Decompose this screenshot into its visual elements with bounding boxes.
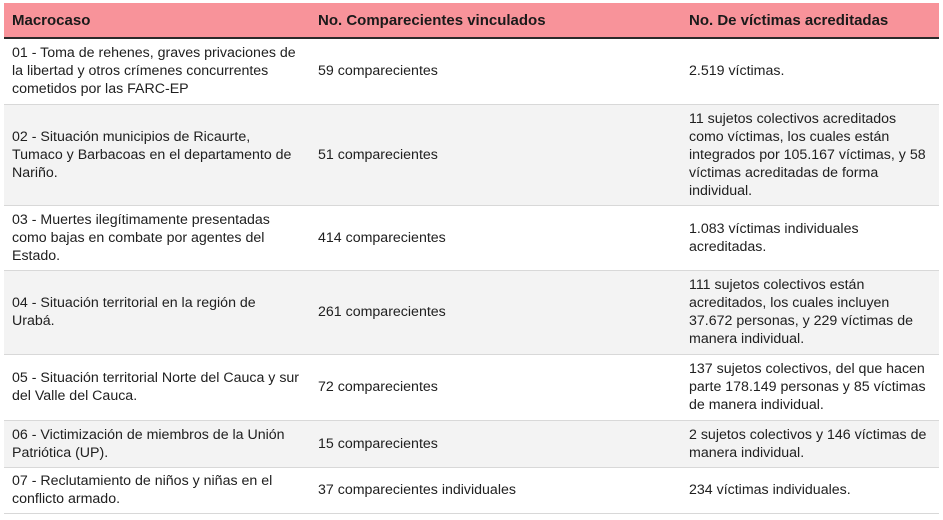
table-body — [4, 38, 939, 513]
cell-macrocaso: 04 - Situación territorial en la región de Urabá. — [4, 270, 310, 354]
table-row — [4, 205, 939, 270]
header-comparecientes: No. Comparecientes vinculados — [310, 3, 681, 38]
header-victimas: No. De víctimas acreditadas — [681, 3, 939, 38]
cell-macrocaso: 07 - Reclutamiento de niños y niñas en el conflicto armado. — [4, 467, 310, 513]
cell-victimas: 2 sujetos colectivos y 146 víctimas de manera individual. — [681, 420, 939, 467]
table-row — [4, 104, 939, 205]
header-row — [4, 3, 939, 38]
cell-comparecientes: 72 comparecientes — [310, 354, 681, 420]
cell-victimas: 2.519 víctimas. — [681, 38, 939, 104]
table-row — [4, 467, 939, 513]
table-header — [4, 3, 939, 38]
cell-victimas: 1.083 víctimas individuales acreditadas. — [681, 205, 939, 270]
table-row — [4, 270, 939, 354]
cell-comparecientes: 37 comparecientes individuales — [310, 467, 681, 513]
table-row — [4, 38, 939, 104]
cell-victimas: 111 sujetos colectivos están acreditados, los cuales incluyen 37.672 personas, y 229 víctimas de manera individual. — [681, 270, 939, 354]
cell-comparecientes: 414 comparecientes — [310, 205, 681, 270]
cell-comparecientes: 261 comparecientes — [310, 270, 681, 354]
cell-comparecientes: 15 comparecientes — [310, 420, 681, 467]
cell-comparecientes: 59 comparecientes — [310, 38, 681, 104]
header-macrocaso: Macrocaso — [4, 3, 310, 38]
cell-macrocaso: 01 - Toma de rehenes, graves privaciones de la libertad y otros crímenes concurrentes cometidos por las FARC-EP — [4, 38, 310, 104]
cell-comparecientes: 51 comparecientes — [310, 104, 681, 205]
table-row — [4, 420, 939, 467]
cell-victimas: 234 víctimas individuales. — [681, 467, 939, 513]
cell-macrocaso: 02 - Situación municipios de Ricaurte, Tumaco y Barbacoas en el departamento de Nariño. — [4, 104, 310, 205]
cell-victimas: 11 sujetos colectivos acreditados como víctimas, los cuales están integrados por 105.167 víctimas, y 58 víctimas acreditadas de forma individual. — [681, 104, 939, 205]
table-row — [4, 354, 939, 420]
cell-victimas: 137 sujetos colectivos, del que hacen parte 178.149 personas y 85 víctimas de manera individual. — [681, 354, 939, 420]
cell-macrocaso: 05 - Situación territorial Norte del Cauca y sur del Valle del Cauca. — [4, 354, 310, 420]
cell-macrocaso: 06 - Victimización de miembros de la Unión Patriótica (UP). — [4, 420, 310, 467]
macrocasos-table-container — [4, 3, 939, 514]
cell-macrocaso: 03 - Muertes ilegítimamente presentadas como bajas en combate por agentes del Estado. — [4, 205, 310, 270]
macrocasos-table — [4, 3, 939, 514]
